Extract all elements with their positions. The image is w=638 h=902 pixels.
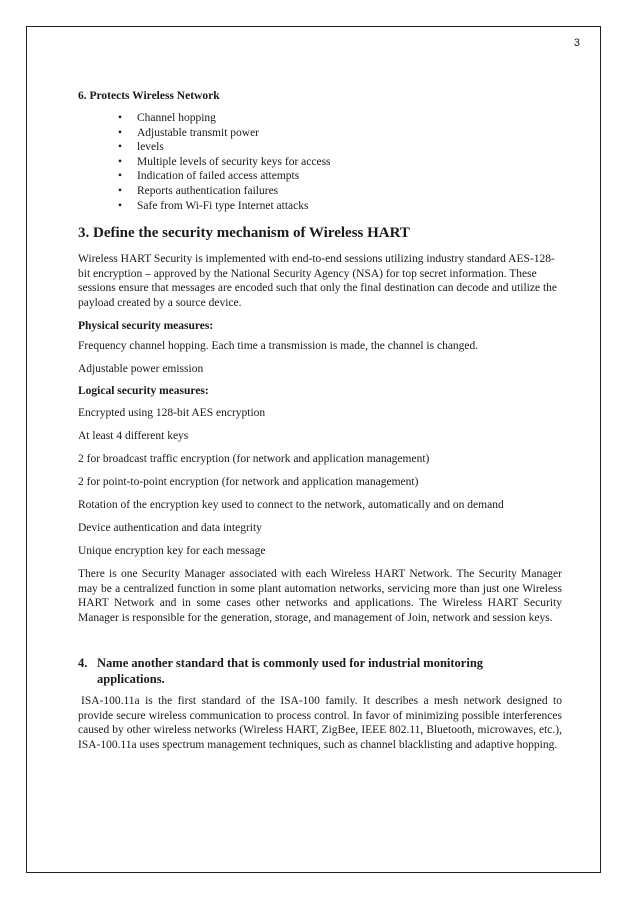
section-6-bullet-list [78,111,562,213]
bullet-icon: • [118,126,123,139]
section-4-heading-line1: Name another standard that is commonly used for industrial monitoring [97,656,484,671]
physical-item: Adjustable power emission [78,363,204,376]
section-4-heading-line2: applications. [97,672,165,687]
physical-security-heading: Physical security measures: [78,320,214,333]
logical-security-heading: Logical security measures: [78,385,209,398]
isa-100-paragraph: ISA-100.11a is the first standard of the ISA-100 family. It describes a mesh network designed to provide secure wireless communication to process control. In favor of minimizing possible interferences caused by other wireless networks (Wireless HART, ZigBee, IEEE 802.11, Bluetooth, microwaves, etc.), ISA-100.11a uses spectrum management techniques, such as channel blacklisting and adaptive hopping. [78,695,562,751]
list-item: • Channel hopping [118,112,216,124]
list-item: • Safe from Wi-Fi type Internet attacks [118,199,309,212]
logical-item: Unique encryption key for each message [78,545,266,558]
list-item: • Reports authentication failures [118,184,279,197]
bullet-icon: • [118,141,123,154]
logical-item: Rotation of the encryption key used to connect to the network, automatically and on demand [78,499,504,512]
section-6-heading: 6. Protects Wireless Network [78,90,220,102]
physical-item: Frequency channel hopping. Each time a transmission is made, the channel is changed. [78,340,479,353]
logical-item: Encrypted using 128-bit AES encryption [78,407,266,420]
bullet-icon: • [118,155,123,168]
security-manager-paragraph: There is one Security Manager associated with each Wireless HART Network. The Security Manager may be a centralized function in some plant automation networks, servicing more than just one Wireless HART Network and in some cases other networks and applications. The Wireless HART Security Manager is responsible for the generation, storage, and management of Join, network and session keys. [78,568,562,624]
page-number: 3 [573,37,580,49]
bullet-icon: • [118,184,123,197]
bullet-icon: • [118,112,123,124]
list-item: • Indication of failed access attempts [118,170,300,183]
list-item: • Multiple levels of security keys for access [118,155,331,168]
section-4-number: 4. [78,656,88,671]
logical-item: 2 for point-to-point encryption (for network and application management) [78,476,419,489]
list-item: • levels [118,141,164,154]
bullet-icon: • [118,170,123,183]
section-3-heading: 3. Define the security mechanism of Wireless HART [78,225,410,242]
bullet-icon: • [118,199,123,212]
logical-item: At least 4 different keys [78,430,189,443]
page-content [78,90,562,752]
security-intro-paragraph: Wireless HART Security is implemented with end-to-end sessions utilizing industry standard AES-128- bit encryption – approved by the National Security Agency (NSA) for top secret information. These sessions ensure that messages are encoded such that only the final destination can decode and utilize the payload created by a source device. [78,253,558,309]
logical-item: 2 for broadcast traffic encryption (for network and application management) [78,453,430,466]
list-item: • Adjustable transmit power [118,126,260,139]
section-4-heading [78,655,562,687]
logical-item: Device authentication and data integrity [78,522,262,535]
